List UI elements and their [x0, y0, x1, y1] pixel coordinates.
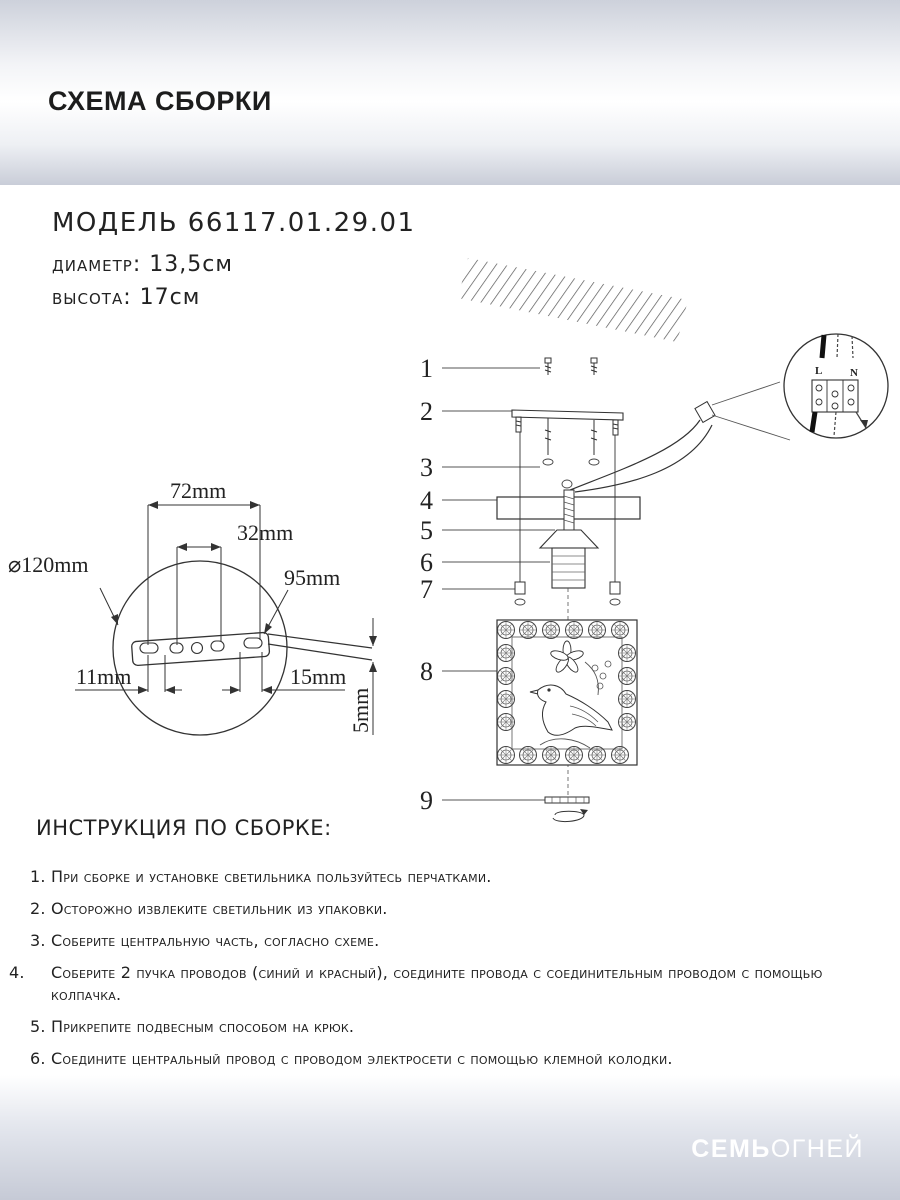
- diameter-value: 13,5см: [149, 252, 233, 277]
- diameter-label: диаметр:: [52, 252, 142, 277]
- assembly-diagram: [0, 200, 900, 830]
- part-number-9: 9: [420, 786, 433, 815]
- model-number: МОДЕЛЬ 66117.01.29.01: [52, 208, 416, 238]
- dim-95mm: 95mm: [284, 565, 341, 590]
- part-number-4: 4: [420, 486, 433, 515]
- ceiling-hatch: [458, 258, 688, 342]
- part-number-5: 5: [420, 516, 433, 545]
- part-number-1: 1: [420, 354, 433, 383]
- instructions-list: [9, 866, 890, 1080]
- instruction-step: 2. Осторожно извлеките светильник из упаковки.: [30, 899, 388, 918]
- dim-15mm: 15mm: [290, 664, 347, 689]
- part-number-7: 7: [420, 575, 433, 604]
- part-number-2: 2: [420, 397, 433, 426]
- instruction-step: 4. Соберите 2 пучка проводов (синий и красный), соедините провода с соединительным проводом с помощью колпачка.: [9, 963, 823, 1004]
- dim-5mm: 5mm: [348, 687, 373, 733]
- instructions-title: ИНСТРУКЦИЯ ПО СБОРКЕ:: [36, 816, 332, 840]
- height-value: 17см: [139, 285, 201, 310]
- brand-bold: СЕМЬ: [691, 1135, 771, 1163]
- dim-72mm: 72mm: [170, 478, 227, 503]
- terminal-label-l: L: [815, 365, 823, 377]
- part-number-3: 3: [420, 453, 433, 482]
- instruction-step: 6. Соедините центральный провод с проводом электросети с помощью клемной колодки.: [30, 1049, 673, 1068]
- height-label: высота:: [52, 285, 132, 310]
- dim-32mm: 32mm: [237, 520, 294, 545]
- instruction-step: 5. Прикрепите подвесным способом на крюк.: [30, 1017, 355, 1036]
- header-banner: [0, 0, 900, 185]
- exploded-assembly: [442, 334, 888, 822]
- instruction-step: 1. При сборке и установке светильника пользуйтесь перчатками.: [30, 867, 492, 886]
- dim-11mm: 11mm: [76, 664, 132, 689]
- brand-logo: [691, 1135, 864, 1164]
- bracket-drawing: [75, 501, 377, 735]
- page-title: СХЕМА СБОРКИ: [48, 86, 272, 116]
- part-number-8: 8: [420, 657, 433, 686]
- dim-diameter-120mm: ⌀120mm: [8, 552, 89, 577]
- terminal-label-n: N: [850, 367, 858, 379]
- brand-light: ОГНЕЙ: [770, 1135, 864, 1163]
- part-number-6: 6: [420, 548, 433, 577]
- instruction-step: 3. Соберите центральную часть, согласно схеме.: [30, 931, 380, 950]
